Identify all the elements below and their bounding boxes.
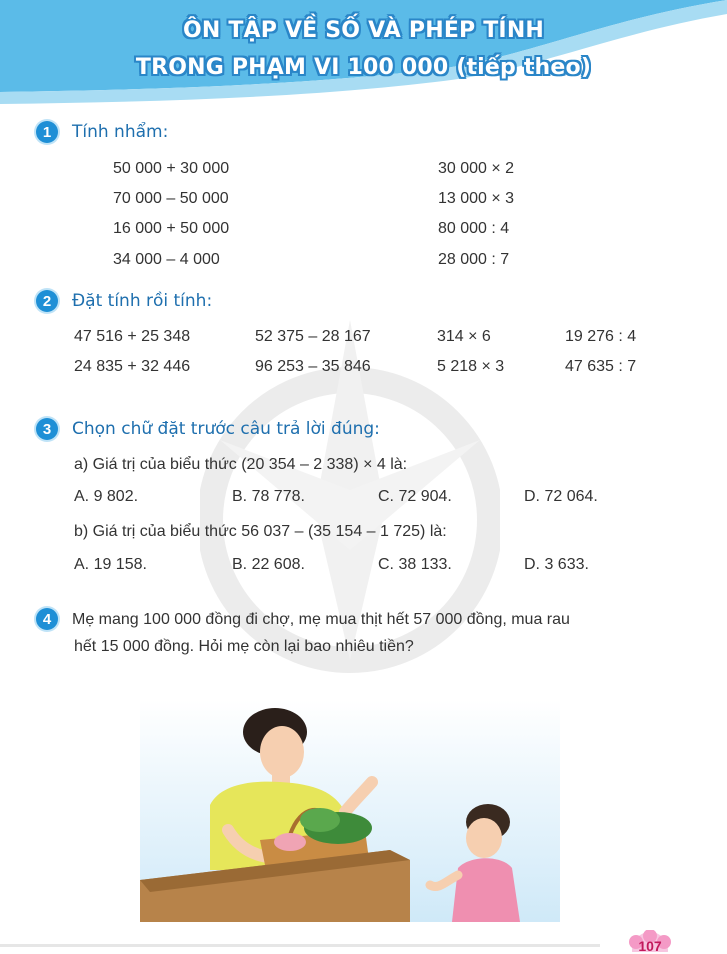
ex2-expr: 96 253 – 35 846 [255, 358, 371, 375]
exercise-4-badge: 4 [36, 608, 58, 630]
ex1-right-expr: 13 000 × 3 [438, 190, 515, 207]
exercise-3-title: Chọn chữ đặt trước câu trả lời đúng: [72, 419, 380, 439]
mother-and-son-illustration [140, 700, 560, 922]
ex1-left-expr: 34 000 – 4 000 [113, 251, 220, 268]
ex2-expr: 52 375 – 28 167 [255, 328, 371, 345]
ex3-option-b: B. 22 608. [232, 556, 305, 573]
ex2-expr: 47 635 : 7 [565, 358, 637, 375]
page-title-line1: ÔN TẬP VỀ SỐ VÀ PHÉP TÍNH [182, 18, 545, 43]
ex3-option-a: A. 19 158. [74, 556, 147, 573]
ex3-option-c: C. 72 904. [378, 488, 452, 505]
exercise-2-badge: 2 [36, 290, 58, 312]
ex3-question-b: b) Giá trị của biểu thức 56 037 – (35 154 – 1 725) là: [74, 523, 447, 540]
ex2-expr: 47 516 + 25 348 [74, 328, 191, 345]
ex2-expr: 24 835 + 32 446 [74, 358, 191, 375]
exercise-2-title: Đặt tính rồi tính: [72, 291, 213, 311]
footer-line [0, 944, 600, 947]
ex3-option-b: B. 78 778. [232, 488, 305, 505]
ex3-option-d: D. 3 633. [524, 556, 589, 573]
ex1-left-expr: 16 000 + 50 000 [113, 220, 230, 237]
ex1-right-expr: 28 000 : 7 [438, 251, 510, 268]
ex1-left-expr: 50 000 + 30 000 [113, 160, 230, 177]
ex4-problem-line2: hết 15 000 đồng. Hỏi mẹ còn lại bao nhiêu tiền? [74, 638, 414, 655]
ex3-option-d: D. 72 064. [524, 488, 598, 505]
exercise-3-badge: 3 [36, 418, 58, 440]
ex2-expr: 19 276 : 4 [565, 328, 637, 345]
ex2-expr: 314 × 6 [437, 328, 491, 345]
ex4-problem-line1: Mẹ mang 100 000 đồng đi chợ, mẹ mua thịt hết 57 000 đồng, mua rau [72, 611, 570, 628]
exercise-1-badge: 1 [36, 121, 58, 143]
page-number: 107 [638, 938, 662, 954]
page-number-badge [626, 930, 674, 952]
page-title-line2: TRONG PHẠM VI 100 000 (tiếp theo) [135, 55, 592, 80]
ex1-left-expr: 70 000 – 50 000 [113, 190, 229, 207]
exercise-1-title: Tính nhẩm: [72, 122, 169, 142]
ex1-right-expr: 30 000 × 2 [438, 160, 515, 177]
ex1-right-expr: 80 000 : 4 [438, 220, 510, 237]
ex3-question-a: a) Giá trị của biểu thức (20 354 – 2 338) × 4 là: [74, 456, 408, 473]
ex2-expr: 5 218 × 3 [437, 358, 505, 375]
ex3-option-a: A. 9 802. [74, 488, 139, 505]
ex3-option-c: C. 38 133. [378, 556, 452, 573]
